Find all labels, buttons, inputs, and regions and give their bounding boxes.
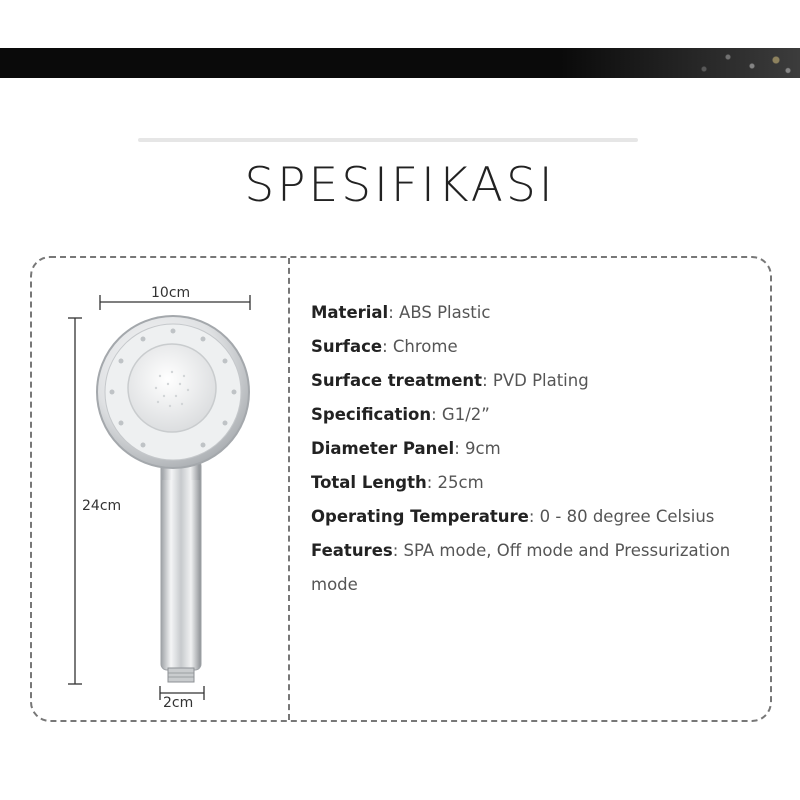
width-label: 10cm	[151, 285, 191, 301]
spec-row-material: Material: ABS Plastic	[311, 303, 491, 322]
shower-connector	[168, 668, 194, 682]
connector-label: 2cm	[163, 695, 194, 711]
spec-key: Total Length	[311, 473, 427, 492]
title-divider	[138, 138, 638, 142]
spec-row-features: Features: SPA mode, Off mode and Pressurization mode	[311, 541, 731, 594]
spec-value: G1/2”	[441, 405, 490, 424]
spec-value: 0 - 80 degree Celsius	[539, 507, 715, 526]
page-title: SPESIFIKASI	[244, 158, 556, 213]
spec-key: Operating Temperature	[311, 507, 529, 526]
spec-box-divider	[288, 258, 290, 720]
spec-value: 25cm	[437, 473, 484, 492]
spec-value: PVD Plating	[492, 371, 589, 390]
spec-row-total-length: Total Length: 25cm	[311, 473, 484, 492]
spec-value: ABS Plastic	[399, 303, 491, 322]
spec-row-surface-treatment: Surface treatment: PVD Plating	[311, 371, 589, 390]
spec-list	[311, 296, 751, 602]
shower-handle	[161, 460, 201, 670]
spec-key: Material	[311, 303, 389, 322]
spec-key: Specification	[311, 405, 432, 424]
spec-value: 9cm	[465, 439, 501, 458]
spec-key: Surface treatment	[311, 371, 483, 390]
shower-face	[128, 344, 216, 432]
banner-sparkle-decoration	[560, 48, 800, 78]
spec-row-diameter-panel: Diameter Panel: 9cm	[311, 439, 501, 458]
top-banner	[0, 48, 800, 78]
spec-row-operating-temperature: Operating Temperature: 0 - 80 degree Celsius	[311, 507, 715, 526]
spec-value: SPA mode, Off mode and Pressurization mode	[311, 541, 731, 594]
spec-key: Surface	[311, 337, 383, 356]
spec-value: Chrome	[392, 337, 458, 356]
spec-key: Features	[311, 541, 393, 560]
spec-row-surface: Surface: Chrome	[311, 337, 458, 356]
spec-key: Diameter Panel	[311, 439, 455, 458]
height-label: 24cm	[82, 498, 122, 514]
height-dimension-line	[68, 318, 82, 684]
spec-row-specification: Specification: G1/2”	[311, 405, 490, 424]
